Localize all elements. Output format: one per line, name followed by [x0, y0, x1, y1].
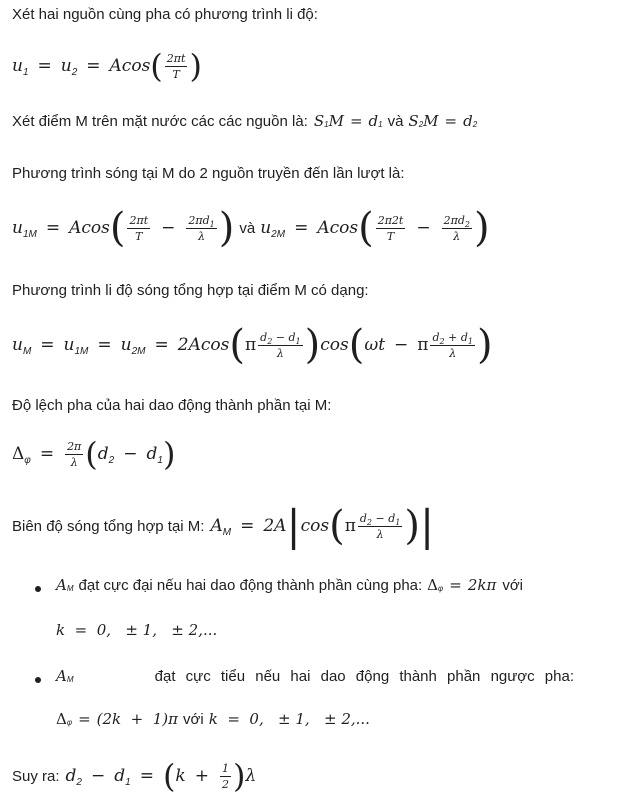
- equation-um: u M = u 1M = u 2M = 2Acos ( π $\frac{d_2 - d_1}{\lambda}$ ) cos ( ωt − π $\frac{d_2 + d_1}{\lambda}$ ): [12, 322, 493, 368]
- equation-source: u 1 = u 2 = Acos ( $\frac{2\pi t}{T}$ ): [12, 47, 202, 85]
- equation-u1m-u2m: u 1M = Acos ( $\frac{2\pi t}{T}$ − $\frac{2\pi d_1}{\lambda}$ ) và u 2M = Acos ( $\frac{2\pi 2t}{T}$ − $\frac{2\pi d_2}{\lambda}$ ): [12, 205, 490, 251]
- bullet-dot-2: [35, 677, 41, 683]
- intro-text: Xét hai nguồn cùng pha có phương trình li độ:: [12, 6, 318, 23]
- equation-delta-phi: Δ φ = $\frac{2\pi}{\lambda}$ ( d 2 − d 1 ): [12, 435, 176, 473]
- bullet-1-line-1: A M đạt cực đại nếu hai dao động thành phần cùng pha: Δ φ = 2kπ với: [56, 576, 523, 594]
- wave-eq-text: Phương trình sóng tại M do 2 nguồn truyền đến lần lượt là:: [12, 165, 405, 182]
- bullet-2-line-1: A M đạt cực tiểu nếu hai dao động thành phần ngược pha:: [56, 667, 574, 685]
- sum-wave-text: Phương trình li độ sóng tổng hợp tại điểm M có dạng:: [12, 282, 369, 299]
- bullet-1-line-2: k = 0, ± 1, ± 2,...: [56, 621, 218, 639]
- point-m-text: Xét điểm M trên mặt nước các các nguồn là: S 1 M = d 1 và S 2 M = d 2: [12, 112, 478, 130]
- bullet-2-line-2: Δ φ = (2k + 1)π với k = 0, ± 1, ± 2,...: [56, 710, 370, 728]
- phase-diff-text: Độ lệch pha của hai dao động thành phần tại M:: [12, 397, 332, 414]
- equation-conclusion: Suy ra: d 2 − d 1 = ( k + $\frac{1}{2}$ ) λ: [12, 757, 257, 795]
- bullet-dot-1: [35, 586, 41, 592]
- equation-amplitude: Biên độ sóng tổng hợp tại M: A M = 2A | cos ( π $\frac{d_2 - d_1}{\lambda}$ ) |: [12, 501, 435, 550]
